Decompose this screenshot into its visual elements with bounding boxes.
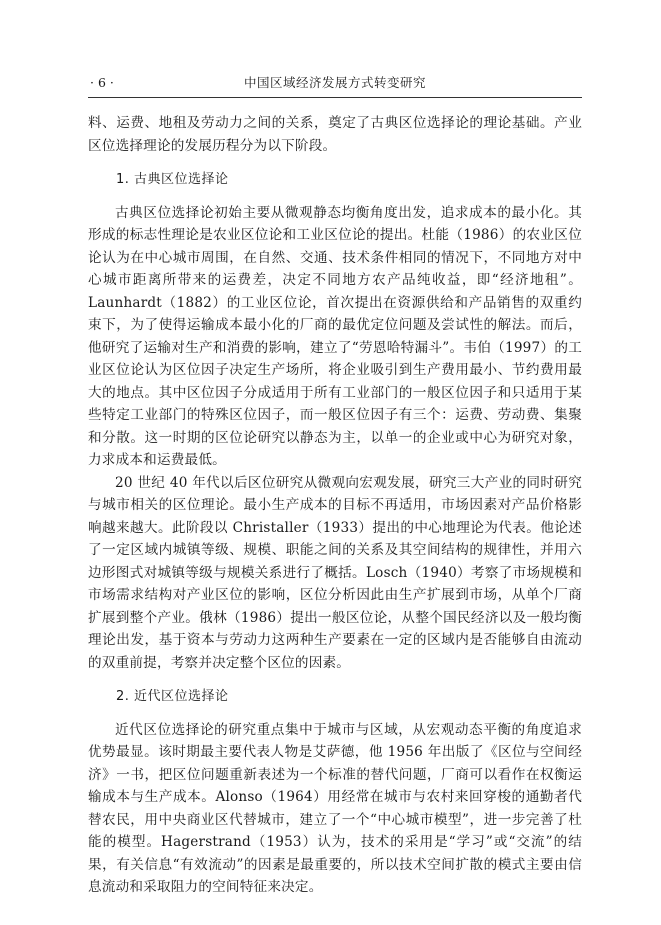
section-heading-classical: 1. 古典区位选择论 — [116, 172, 229, 187]
section-heading-modern: 2. 近代区位选择论 — [116, 689, 229, 704]
running-header — [88, 73, 582, 93]
intro-paragraph: 料、运费、地租及劳动力之间的关系，奠定了古典区位选择论的理论基础。产业区位选择理论的发展历程分为以下阶段。 — [88, 115, 582, 154]
page-number: · 6 · — [90, 75, 114, 90]
body-text — [88, 112, 582, 899]
paragraph-modern-location: 近代区位选择论的研究重点集中于城市与区域，从宏观动态平衡的角度追求优势最显。该时期最主要代表人物是艾萨德，他 1956 年出版了《区位与空间经济》一书，把区位问题重新表述为一个标准的替代问题，厂商可以看作在权衡运输成本与生产成本。Alonso（1964）用经常在城市与农村来回穿梭的通勤者代替农民，用中央商业区代替城市，建立了一个“中心城市模型”，进一步完善了杜能的模型。Hagerstrand（1953）认为，技术的采用是“学习”或“交流”的结果，有关信息“有效流动”的因素是最重要的，所以技术空间扩散的模式主要由信息流动和采取阻力的空间特征来决定。 — [88, 721, 582, 895]
paragraph-1940s-development: 20 世纪 40 年代以后区位研究从微观向宏观发展，研究三大产业的同时研究与城市相关的区位理论。最小生产成本的目标不再适用，市场因素对产品价格影响越来越大。此阶段以 Christaller（1933）提出的中心地理论为代表。他论述了一定区域内城镇等级、规模、职能之间的关系及其空间结构的规律性，并用六边形图式对城镇等级与规模关系进行了概括。Losch（1940）考察了市场规模和市场需求结构对产业区位的影响，区位分析因此由生产扩展到市场，从单个厂商扩展到整个产业。俄林（1986）提出一般区位论，从整个国民经济以及一般均衡理论出发，基于资本与劳动力这两种生产要素在一定的区域内是否能够自由流动的双重前提，考察并决定整个区位的因素。 — [88, 474, 582, 671]
book-title: 中国区域经济发展方式转变研究 — [243, 75, 426, 90]
paragraph-classical-location: 古典区位选择论初始主要从微观静态均衡角度出发，追求成本的最小化。其形成的标志性理论是农业区位论和工业区位论的提出。杜能（1986）的农业区位论认为在中心城市周围，在自然、交通、技术条件相同的情况下，不同地方对中心城市距离所带来的运费差，决定不同地方农产品纯收益，即“经济地租”。Launhardt（1882）的工业区位论，首次提出在资源供给和产品销售的双重约束下，为了使得运输成本最小化的厂商的最优定位问题及尝试性的解法。而后，他研究了运输对生产和消费的影响，建立了“劳恩哈特漏斗”。韦伯（1997）的工业区位论认为区位因子决定生产场所，将企业吸引到生产费用最小、节约费用最大的地点。其中区位因子分成适用于所有工业部门的一般区位因子和只适用于某些特定工业部门的特殊区位因子，而一般区位因子有三个：运费、劳动费、集聚和分散。这一时期的区位论研究以静态为主，以单一的企业或中心为研究对象，力求成本和运费最低。 — [88, 204, 582, 468]
header-rule — [88, 97, 582, 98]
